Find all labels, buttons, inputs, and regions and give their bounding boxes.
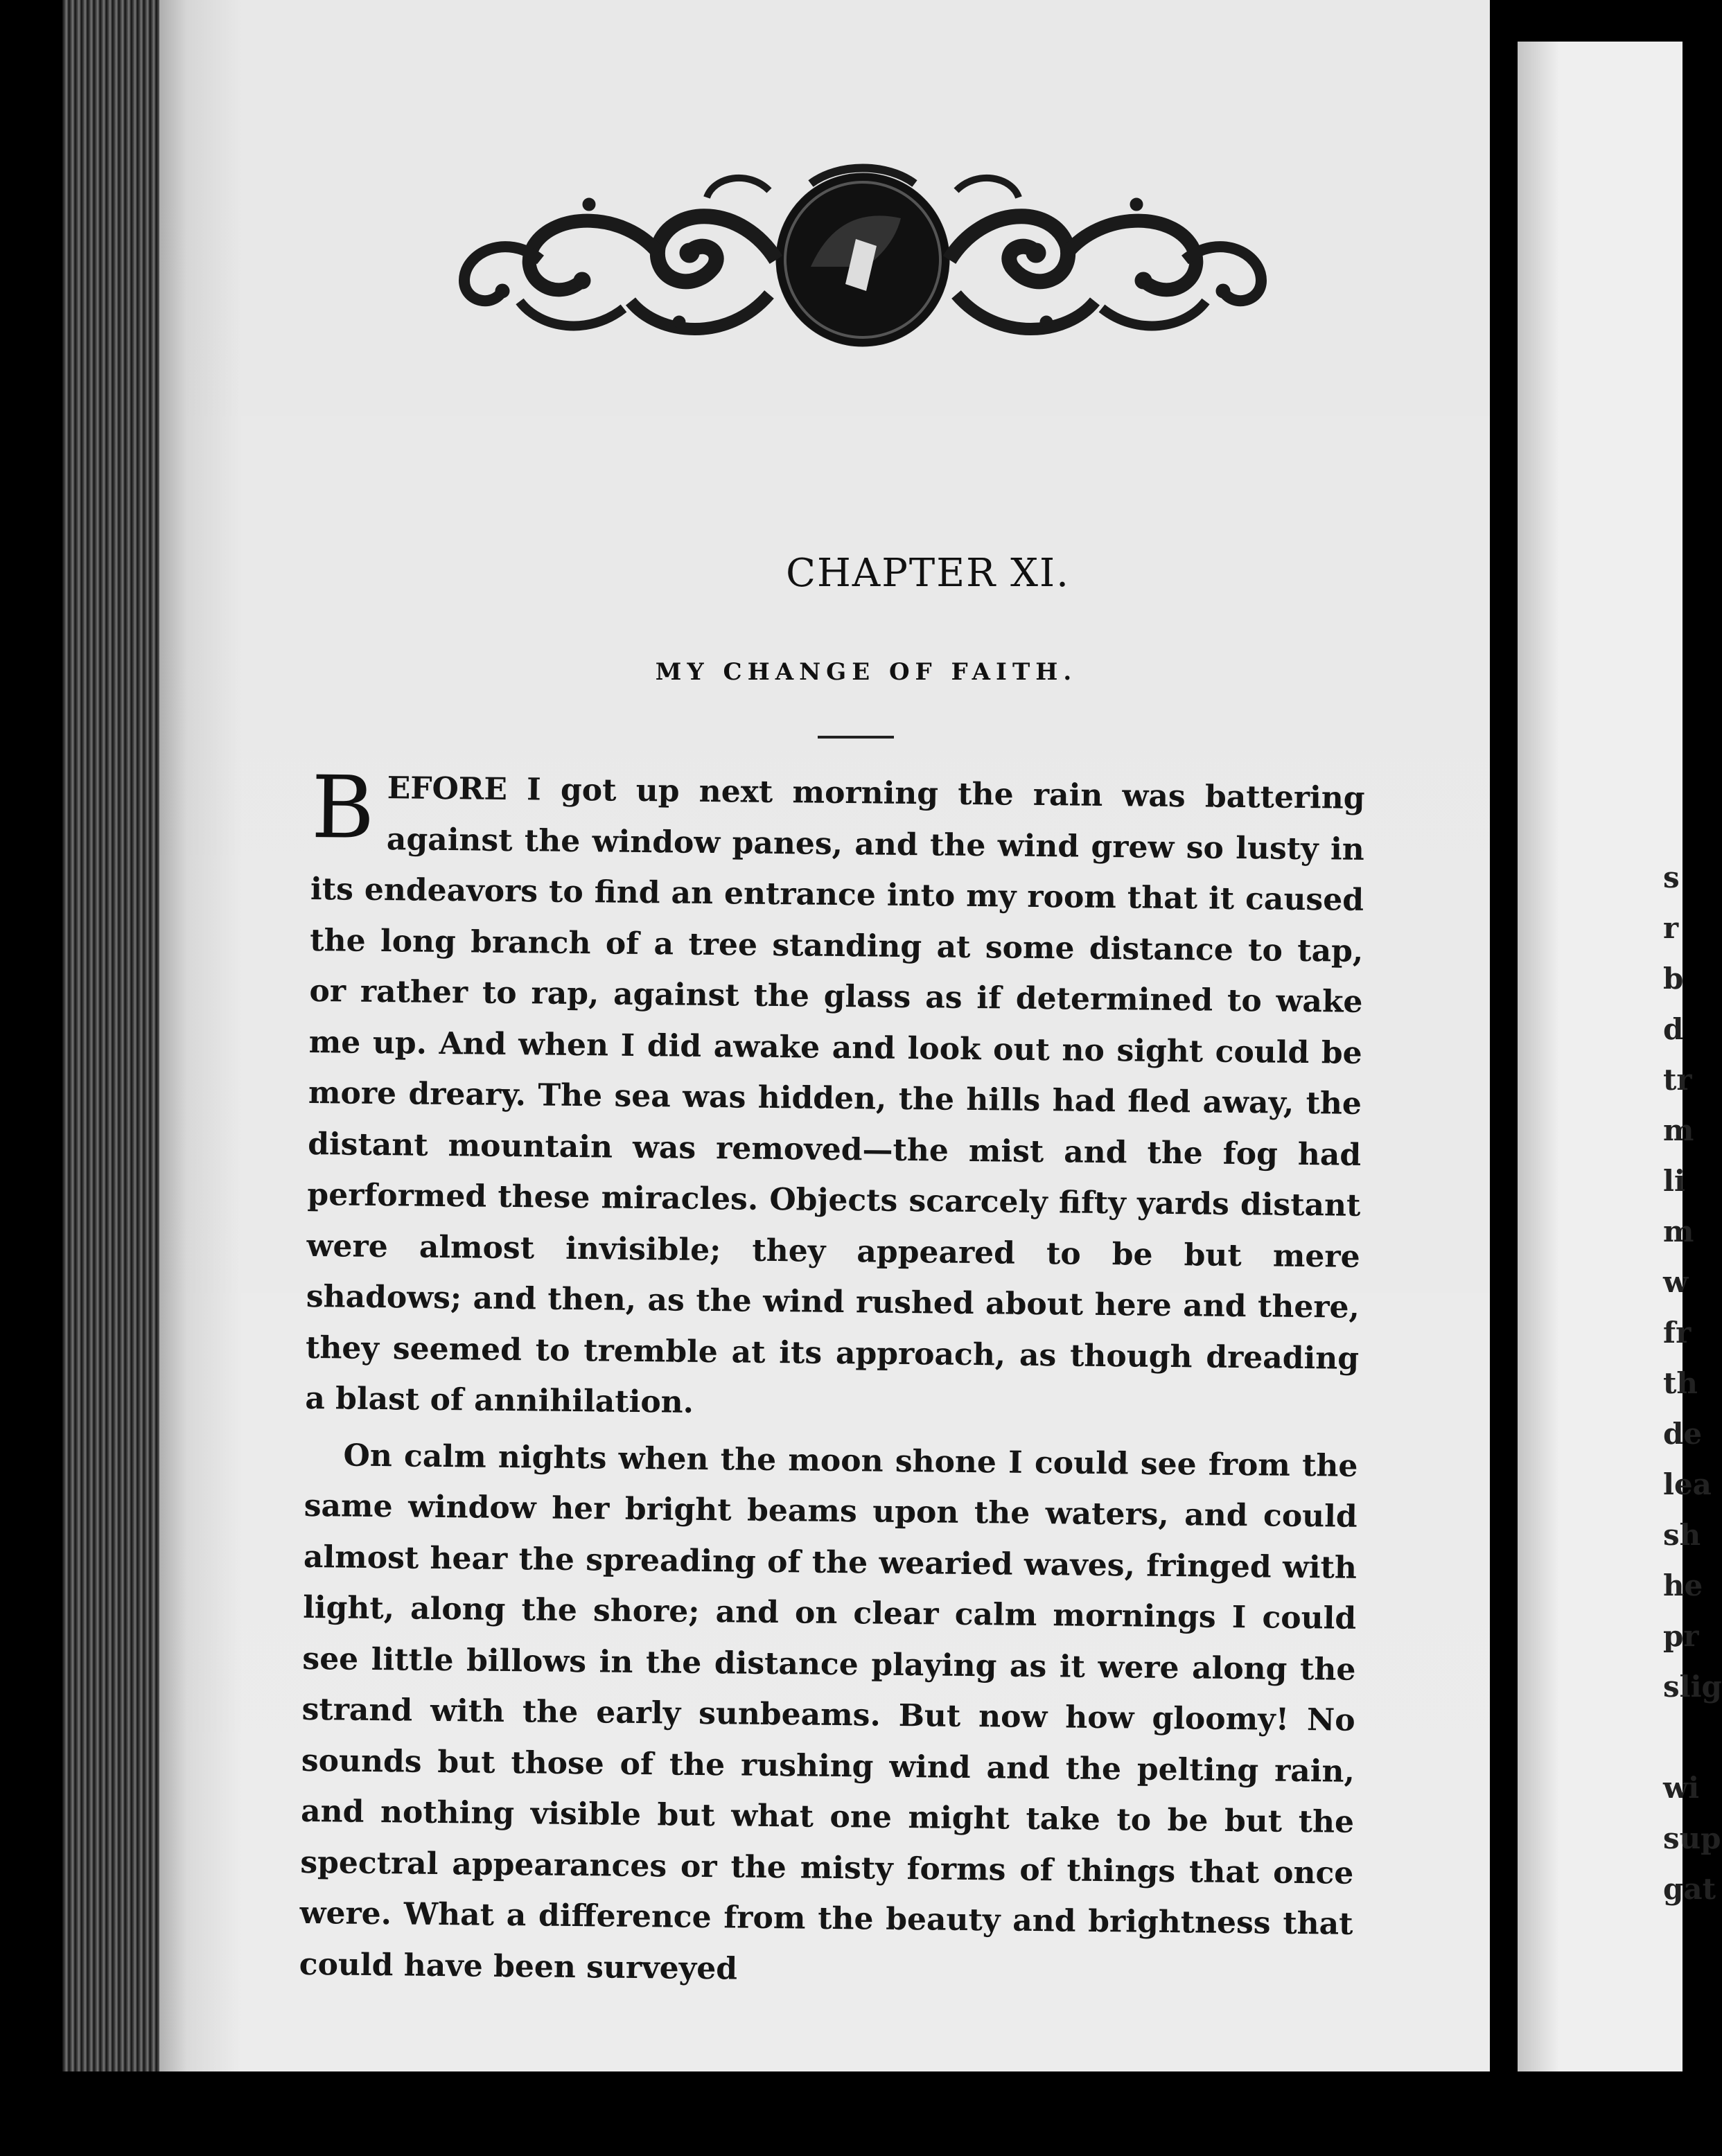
fragment: m [1663,1113,1694,1147]
fragment: w [1663,1265,1689,1299]
divider-rule [818,736,894,739]
fragment: r [1663,911,1679,945]
fragment: pr [1663,1619,1699,1653]
paragraph-2-text: On calm nights when the moon shone I could see from the same window her bright beams upon the waters, and could almost hear the spreading of the wearied waves, fringed with light, along the shore; and on clear calm mornings I could see little billows in the distance playing as it were along the strand with the early sunbeams. But now how gloomy! No sounds but those of the rushing wind and the pelting rain, and nothing visible but what one might take to be but the spectral appearances or the misty forms of things that once were. What a difference from the beauty and brightness that could have been surveyed [299,1438,1358,1987]
fragment: b [1663,962,1684,996]
fragment: s [1663,860,1680,894]
right-page-fragments [1663,852,1722,1914]
fragment: th [1663,1366,1698,1400]
fragment: d [1663,1012,1684,1046]
fragment: tr [1663,1063,1692,1097]
chapter-subtitle: MY CHANGE OF FAITH. [655,658,1078,686]
fragment: sup [1663,1821,1721,1855]
fragment: m [1663,1214,1694,1248]
chapter-title: CHAPTER XI. [786,551,1070,596]
fragment: gat [1663,1872,1716,1906]
ornamental-headpiece-icon [450,163,1275,364]
paragraph-1-text: EFORE I got up next morning the rain was battering against the window panes, and the wind grew so lusty in its endeavors to find an entrance into my room that it caused the long branch of a tree standing at some distance to tap, or rather to rap, against the glass as if determined to wake me up. And when I did awake and look out no sight could be more dreary. The sea was hidden, the hills had fled away, the distant mountain was removed—the mist and the fog had performed these miracles. Objects scarcely fifty yards distant were almost invisible; they appeared to be but mere shadows; and then, as the wind rushed about here and there, they seemed to tremble at its approach, as though dreading a blast of annihilation. [305,770,1365,1420]
fragment [1663,1712,1705,1762]
bottom-shadow [0,2071,1683,2156]
chapter-body [299,758,1365,2001]
fragment: li [1663,1164,1685,1198]
fragment: lea [1663,1467,1712,1501]
fragment: fr [1663,1316,1692,1350]
fragment: slig [1663,1670,1722,1704]
fragment: wi [1663,1771,1700,1805]
fragment: he [1663,1569,1703,1602]
fragment: sh [1663,1518,1701,1552]
book-gutter [1490,0,1518,2156]
paragraph [299,1429,1358,2000]
paragraph [305,758,1365,1435]
right-page [1518,42,1683,2078]
drop-cap: B [310,758,376,858]
fragment: de [1663,1417,1703,1451]
